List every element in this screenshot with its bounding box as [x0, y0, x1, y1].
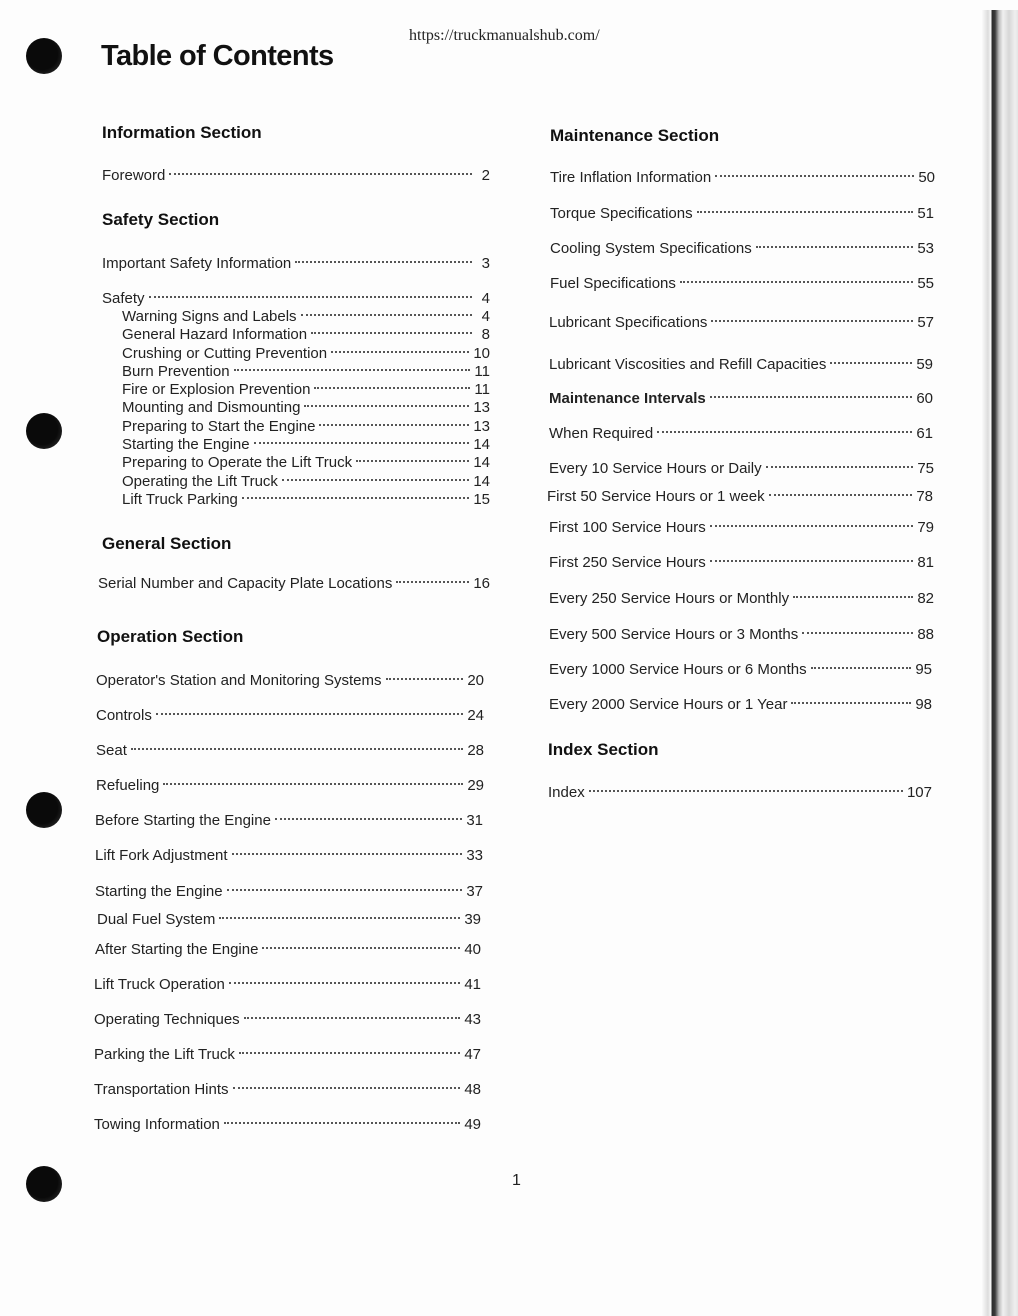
toc-entry[interactable] [547, 481, 933, 506]
toc-entry[interactable] [96, 665, 484, 690]
leader-dots [331, 333, 469, 353]
section-heading-information: Information Section [102, 123, 262, 142]
toc-entry-page: 39 [464, 911, 481, 928]
toc-entry[interactable] [550, 233, 934, 258]
leader-dots [711, 302, 913, 322]
toc-entry[interactable] [97, 904, 481, 929]
page-title: Table of Contents [101, 40, 334, 72]
leader-dots [304, 387, 469, 407]
toc-entry-page: 20 [467, 672, 484, 689]
toc-entry-page: 37 [466, 883, 483, 900]
toc-entry[interactable] [549, 619, 934, 644]
toc-entry-label: Important Safety Information [102, 255, 292, 272]
leader-dots [396, 563, 469, 583]
toc-entry-label: Index [548, 784, 585, 801]
toc-entry-label: First 250 Service Hours [549, 554, 706, 571]
binder-hole [26, 413, 62, 449]
toc-entry-page: 29 [467, 777, 484, 794]
toc-entry[interactable] [549, 654, 932, 679]
leader-dots [275, 800, 462, 820]
toc-entry-label: Starting the Engine [122, 436, 250, 453]
toc-entry-label: Mounting and Dismounting [122, 399, 301, 416]
toc-entry-page: 13 [473, 399, 490, 416]
leader-dots [710, 507, 914, 527]
toc-entry-page: 4 [481, 308, 490, 325]
leader-dots [769, 476, 913, 496]
toc-entry[interactable] [96, 700, 484, 725]
leader-dots [262, 929, 460, 949]
toc-entry-page: 16 [473, 575, 490, 592]
leader-dots [657, 413, 912, 433]
toc-entry-label: Fire or Explosion Prevention [122, 381, 311, 398]
toc-entry-label: Crushing or Cutting Prevention [122, 345, 328, 362]
toc-entry-page: 41 [464, 976, 481, 993]
toc-entry-label: Every 2000 Service Hours or 1 Year [549, 696, 788, 713]
toc-entry-page: 24 [467, 707, 484, 724]
toc-entry[interactable] [549, 383, 933, 408]
toc-entry-label: First 50 Service Hours or 1 week [547, 488, 765, 505]
toc-entry[interactable] [102, 248, 490, 273]
toc-entry-label: Controls [96, 707, 152, 724]
leader-dots [301, 296, 472, 316]
leader-dots [710, 542, 914, 562]
leader-dots [589, 772, 903, 792]
toc-entry[interactable] [549, 307, 934, 332]
section-heading-index: Index Section [548, 740, 659, 759]
toc-entry-page: 60 [916, 390, 933, 407]
toc-entry[interactable] [96, 735, 484, 760]
toc-entry-page: 75 [917, 460, 934, 477]
toc-entry-page: 53 [917, 240, 934, 257]
leader-dots [229, 964, 460, 984]
toc-entry-label: Dual Fuel System [97, 911, 216, 928]
toc-entry-label: After Starting the Engine [95, 941, 259, 958]
toc-entry-page: 2 [481, 167, 490, 184]
toc-entry-page: 55 [917, 275, 934, 292]
toc-entry-label: Lubricant Specifications [549, 314, 708, 331]
leader-dots [680, 263, 913, 283]
toc-entry[interactable] [549, 583, 934, 608]
toc-entry-page: 78 [916, 488, 933, 505]
section-heading-operation: Operation Section [97, 627, 244, 646]
toc-entry[interactable] [549, 349, 933, 374]
toc-entry-page: 50 [918, 169, 935, 186]
leader-dots [314, 369, 470, 389]
toc-entry-page: 81 [917, 554, 934, 571]
section-heading-safety: Safety Section [102, 210, 220, 229]
toc-entry-label: Parking the Lift Truck [94, 1046, 235, 1063]
toc-entry-label: Operating the Lift Truck [122, 473, 278, 490]
leader-dots [219, 899, 460, 919]
leader-dots [232, 835, 463, 855]
toc-entry[interactable] [550, 268, 934, 293]
toc-entry[interactable] [94, 1074, 481, 1099]
toc-entry-page: 15 [473, 491, 490, 508]
toc-subentry[interactable] [122, 484, 490, 509]
toc-entry-label: Serial Number and Capacity Plate Locations [98, 575, 393, 592]
toc-entry-label: Lift Fork Adjustment [95, 847, 228, 864]
leader-dots [319, 406, 469, 426]
toc-entry-label: Every 1000 Service Hours or 6 Months [549, 661, 807, 678]
toc-entry[interactable] [94, 1039, 481, 1064]
toc-entry-label: Starting the Engine [95, 883, 223, 900]
leader-dots [239, 1034, 460, 1054]
toc-entry-label: Every 250 Service Hours or Monthly [549, 590, 790, 607]
toc-entry[interactable] [94, 969, 481, 994]
toc-entry[interactable] [95, 805, 483, 830]
toc-entry[interactable] [550, 198, 934, 223]
toc-entry-page: 59 [916, 356, 933, 373]
toc-entry-label: Lift Truck Parking [122, 491, 238, 508]
toc-entry-label: Fuel Specifications [550, 275, 676, 292]
toc-entry-label: Cooling System Specifications [550, 240, 752, 257]
leader-dots [802, 614, 913, 634]
toc-entry[interactable] [95, 934, 481, 959]
toc-entry-label: Preparing to Start the Engine [122, 418, 316, 435]
toc-entry-page: 4 [481, 290, 490, 307]
page-number: 1 [512, 1172, 521, 1189]
toc-entry-label: Refueling [96, 777, 160, 794]
toc-entry-label: Every 500 Service Hours or 3 Months [549, 626, 799, 643]
leader-dots [156, 695, 463, 715]
leader-dots [830, 344, 912, 364]
toc-entry[interactable] [95, 876, 483, 901]
leader-dots [131, 730, 463, 750]
toc-entry[interactable] [549, 547, 934, 572]
leader-dots [791, 684, 911, 704]
toc-entry-label: First 100 Service Hours [549, 519, 706, 536]
toc-entry-page: 33 [466, 847, 483, 864]
toc-entry-label: Operating Techniques [94, 1011, 240, 1028]
toc-entry[interactable] [548, 777, 932, 802]
toc-entry[interactable] [550, 162, 935, 187]
toc-entry-page: 43 [464, 1011, 481, 1028]
toc-entry-label: Safety [102, 290, 145, 307]
toc-entry-label: Lubricant Viscosities and Refill Capacities [549, 356, 827, 373]
leader-dots [766, 448, 914, 468]
toc-entry-label: Towing Information [94, 1116, 220, 1133]
toc-entry-page: 14 [473, 454, 490, 471]
leader-dots [715, 157, 914, 177]
leader-dots [282, 461, 469, 481]
toc-entry-label: Tire Inflation Information [550, 169, 712, 186]
toc-entry-label: Before Starting the Engine [95, 812, 271, 829]
toc-entry-label: Seat [96, 742, 127, 759]
toc-entry-page: 11 [474, 363, 490, 380]
section-heading-general: General Section [102, 534, 232, 553]
toc-entry-label: Preparing to Operate the Lift Truck [122, 454, 353, 471]
source-url: https://truckmanualshub.com/ [409, 27, 600, 44]
leader-dots [149, 278, 472, 298]
binder-hole [26, 792, 62, 828]
toc-entry-label: Operator's Station and Monitoring Systems [96, 672, 382, 689]
toc-entry[interactable] [94, 1004, 481, 1029]
toc-entry-label: General Hazard Information [122, 326, 308, 343]
toc-entry-page: 31 [466, 812, 483, 829]
toc-entry-page: 10 [473, 345, 490, 362]
leader-dots [756, 228, 914, 248]
toc-entry-page: 61 [916, 425, 933, 442]
toc-entry-page: 107 [906, 784, 932, 801]
leader-dots [311, 314, 472, 334]
toc-entry-page: 57 [917, 314, 934, 331]
toc-entry-page: 3 [481, 255, 490, 272]
toc-entry-page: 47 [464, 1046, 481, 1063]
toc-entry[interactable] [94, 1109, 481, 1134]
toc-entry-page: 28 [467, 742, 484, 759]
binder-hole [26, 38, 62, 74]
leader-dots [163, 765, 463, 785]
leader-dots [710, 378, 913, 398]
toc-entry-page: 95 [915, 661, 932, 678]
toc-entry-page: 79 [917, 519, 934, 536]
page-scan-edge [982, 10, 1018, 1316]
toc-entry-page: 40 [464, 941, 481, 958]
leader-dots [356, 442, 469, 462]
leader-dots [811, 649, 912, 669]
toc-entry-label: Transportation Hints [94, 1081, 229, 1098]
toc-entry[interactable] [102, 160, 490, 185]
toc-entry-label: Foreword [102, 167, 166, 184]
toc-entry-page: 14 [473, 473, 490, 490]
leader-dots [227, 871, 463, 891]
toc-entry-label: When Required [549, 425, 654, 442]
toc-entry[interactable] [98, 568, 490, 593]
toc-entry[interactable] [96, 770, 484, 795]
section-heading-maintenance: Maintenance Section [550, 126, 720, 145]
leader-dots [234, 351, 471, 371]
toc-entry-label: Burn Prevention [122, 363, 230, 380]
leader-dots [254, 424, 470, 444]
toc-entry[interactable] [549, 418, 933, 443]
toc-entry-label: Every 10 Service Hours or Daily [549, 460, 762, 477]
toc-entry-label: Torque Specifications [550, 205, 693, 222]
toc-entry-page: 82 [917, 590, 934, 607]
binder-hole [26, 1166, 62, 1202]
leader-dots [244, 999, 461, 1019]
toc-entry[interactable] [549, 512, 934, 537]
toc-entry-page: 13 [473, 418, 490, 435]
toc-entry[interactable] [549, 453, 934, 478]
leader-dots [386, 660, 464, 680]
toc-entry[interactable] [95, 840, 483, 865]
leader-dots [793, 578, 913, 598]
leader-dots [233, 1069, 461, 1089]
toc-entry-page: 14 [473, 436, 490, 453]
toc-entry-page: 51 [917, 205, 934, 222]
toc-entry-page: 48 [464, 1081, 481, 1098]
leader-dots [169, 155, 472, 175]
toc-entry-page: 11 [474, 381, 490, 398]
leader-dots [295, 243, 472, 263]
toc-entry-label: Maintenance Intervals [549, 390, 706, 407]
toc-entry[interactable] [549, 689, 932, 714]
leader-dots [224, 1104, 460, 1124]
toc-entry-page: 88 [917, 626, 934, 643]
leader-dots [697, 193, 914, 213]
toc-entry-page: 98 [915, 696, 932, 713]
toc-entry-label: Warning Signs and Labels [122, 308, 297, 325]
toc-entry-page: 49 [464, 1116, 481, 1133]
toc-entry-page: 8 [481, 326, 490, 343]
toc-entry-label: Lift Truck Operation [94, 976, 225, 993]
leader-dots [242, 479, 469, 499]
